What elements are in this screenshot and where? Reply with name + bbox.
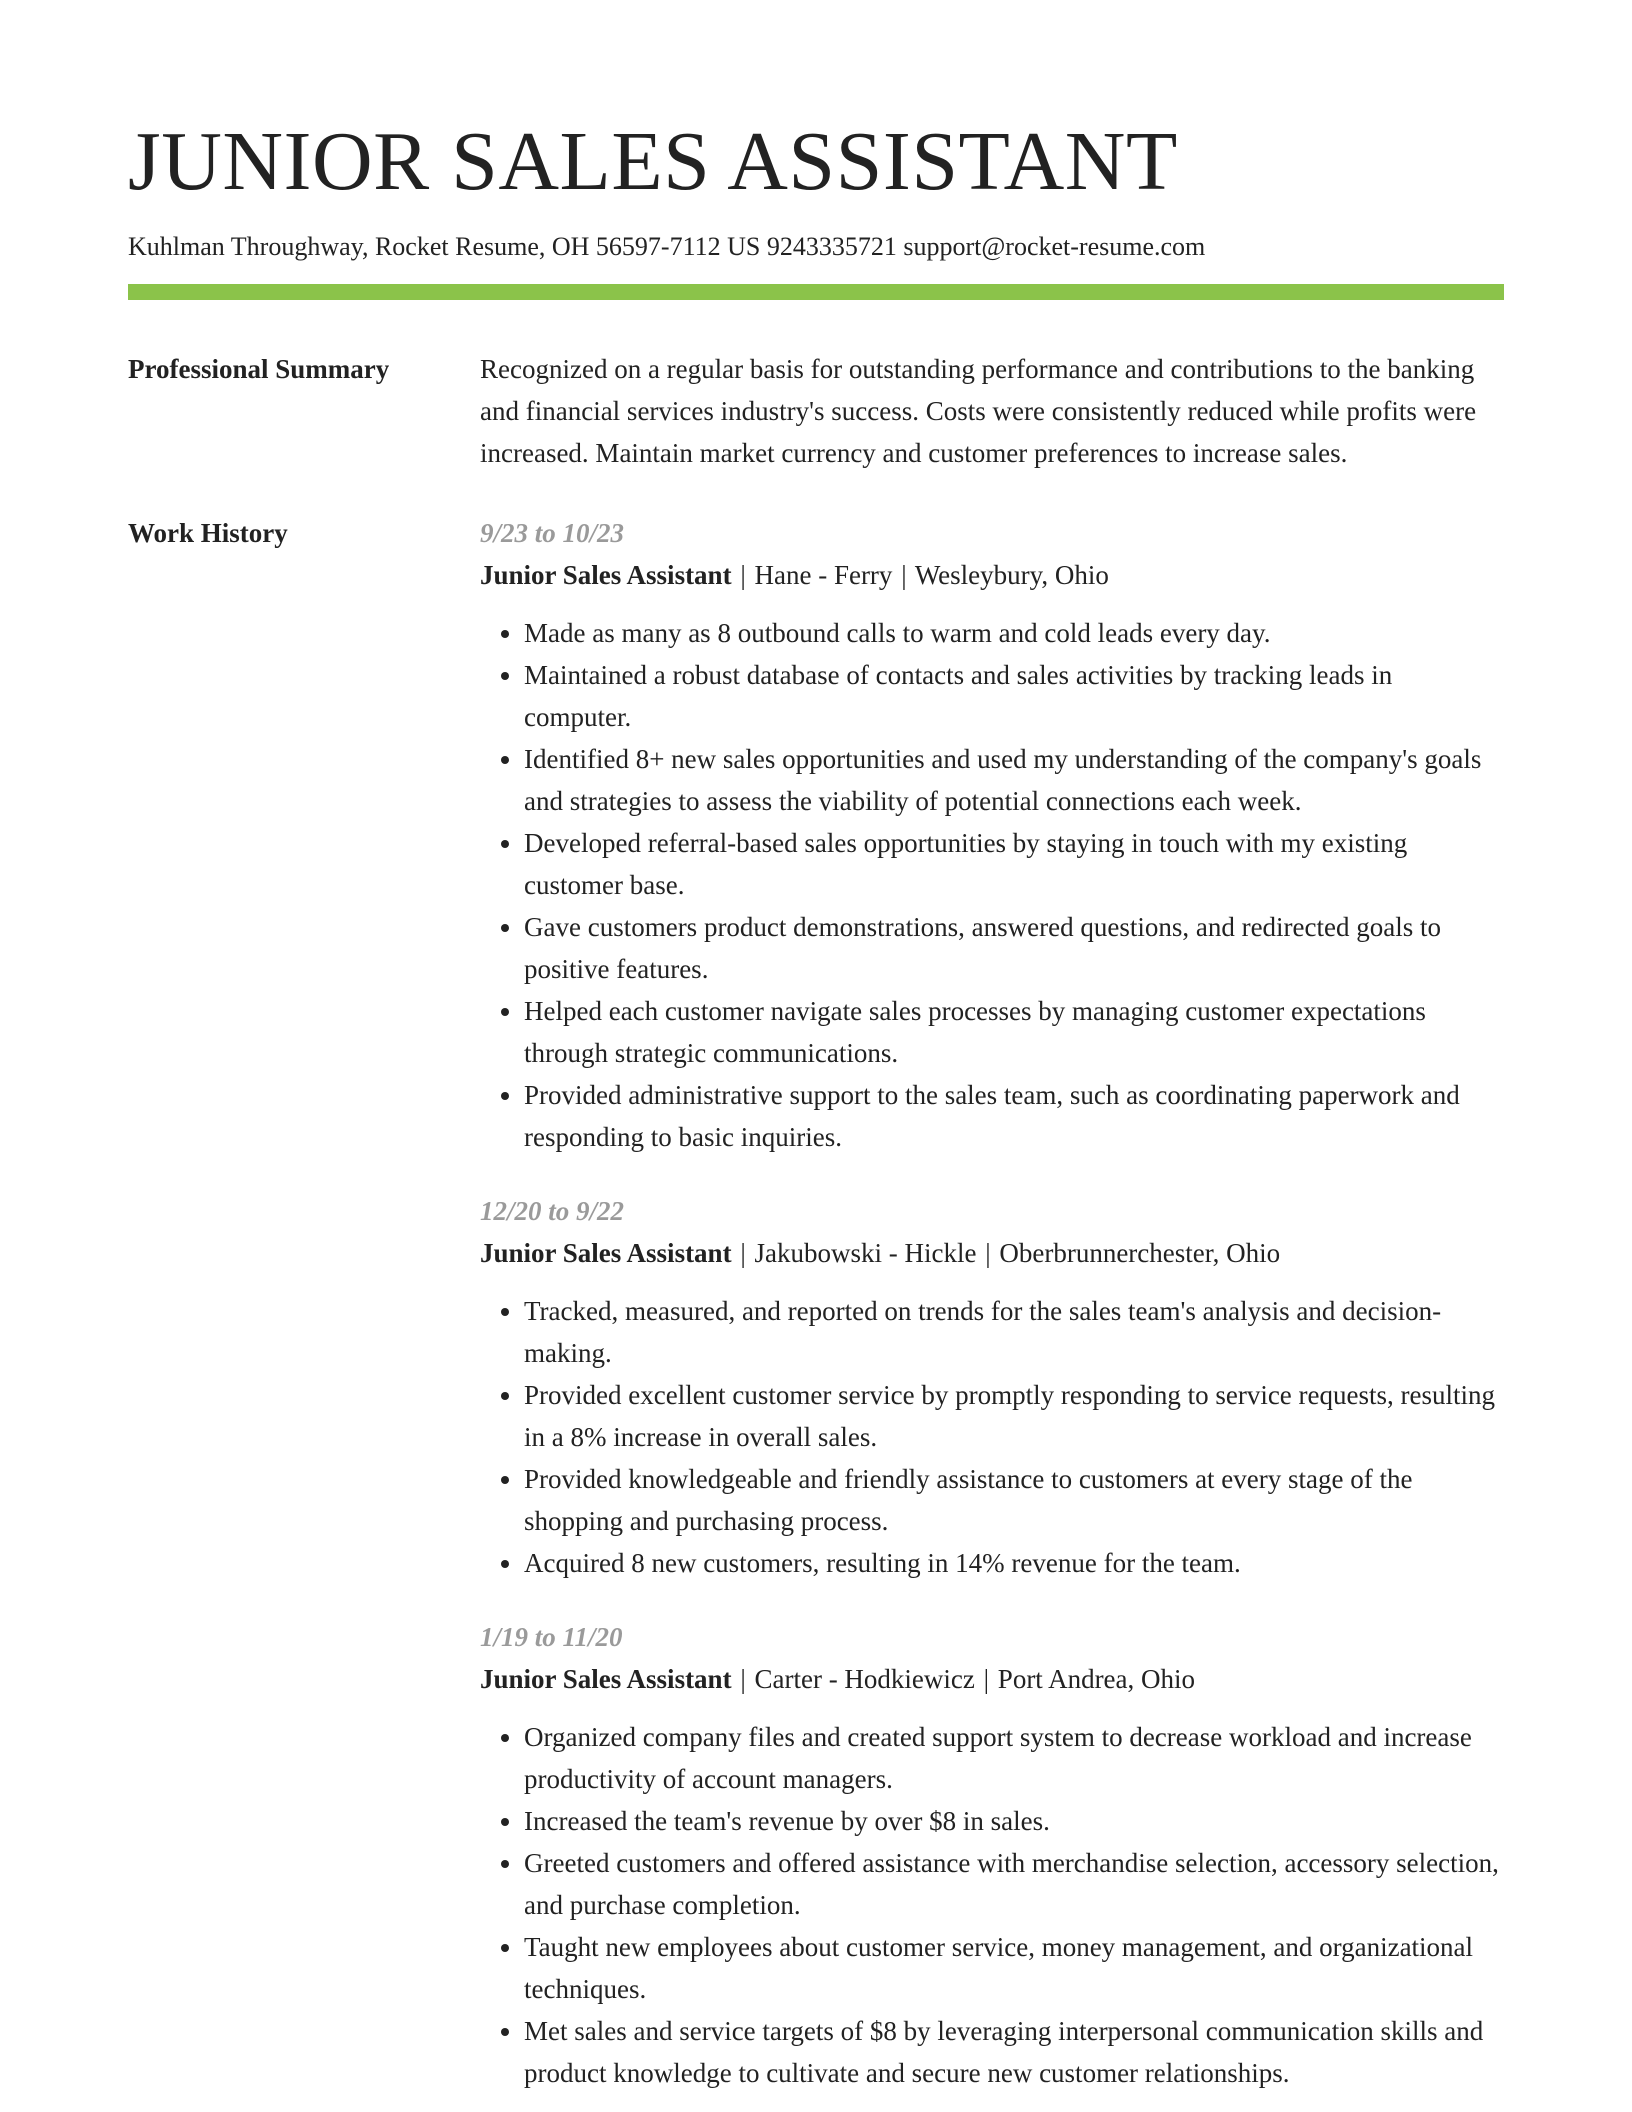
resume-title: JUNIOR SALES ASSISTANT <box>128 115 1178 208</box>
job-location: Wesleybury, Ohio <box>914 559 1109 590</box>
job-title-line <box>480 554 1504 596</box>
job-title: Junior Sales Assistant <box>480 559 732 590</box>
summary-text: Recognized on a regular basis for outstanding performance and contributions to the banking and financial services industry's success. Costs were consistently reduced while profits were increased. Maintain market currency and customer preferences to increase sales. <box>480 353 1477 468</box>
summary-section <box>128 348 1504 474</box>
job-location: Oberbrunnerchester, Ohio <box>999 1237 1281 1268</box>
job-entry <box>480 1190 1504 1584</box>
job-separator: | <box>985 1237 991 1268</box>
job-bullet-list <box>480 612 1504 1158</box>
resume-page <box>128 115 1504 2094</box>
job-bullet: • Provided excellent customer service by promptly responding to service requests, resulting in a 8% increase in overall sales. <box>524 1374 1504 1458</box>
job-bullet: • Identified 8+ new sales opportunities and used my understanding of the company's goals and strategies to assess the viability of potential connections each week. <box>524 738 1504 822</box>
job-bullet-list <box>480 1290 1504 1584</box>
job-separator: | <box>901 559 907 590</box>
job-dates: 12/20 to 9/22 <box>480 1195 625 1226</box>
job-bullet: • Taught new employees about customer service, money management, and organizational techniques. <box>524 1926 1504 2010</box>
job-bullet: • Acquired 8 new customers, resulting in 14% revenue for the team. <box>524 1542 1504 1584</box>
work-history-body <box>480 512 1504 2094</box>
job-separator: | <box>983 1663 990 1694</box>
job-bullet-list <box>480 1716 1504 2094</box>
job-title-line <box>480 1658 1504 1700</box>
job-company: Hane - Ferry <box>754 559 893 590</box>
job-bullet: • Maintained a robust database of contacts and sales activities by tracking leads in computer. <box>524 654 1504 738</box>
job-title: Junior Sales Assistant <box>480 1663 732 1694</box>
summary-body <box>480 348 1504 474</box>
job-dates: 9/23 to 10/23 <box>480 517 625 548</box>
job-company: Jakubowski - Hickle <box>754 1237 977 1268</box>
work-history-section <box>128 512 1504 2094</box>
job-entry <box>480 512 1504 1158</box>
job-bullet: • Gave customers product demonstrations, answered questions, and redirected goals to positive features. <box>524 906 1504 990</box>
accent-divider <box>128 284 1504 300</box>
job-title-line <box>480 1232 1504 1274</box>
job-title: Junior Sales Assistant <box>480 1237 732 1268</box>
job-bullet: • Helped each customer navigate sales processes by managing customer expectations through strategic communications. <box>524 990 1504 1074</box>
job-entry <box>480 1616 1504 2094</box>
job-bullet: • Made as many as 8 outbound calls to warm and cold leads every day. <box>524 612 1504 654</box>
job-separator: | <box>740 1663 746 1694</box>
job-bullet: • Increased the team's revenue by over $8 in sales. <box>524 1800 1504 1842</box>
contact-line: Kuhlman Throughway, Rocket Resume, OH 56597-7112 US 9243335721 support@rocket-resume.com <box>128 232 1206 262</box>
job-bullet: • Greeted customers and offered assistance with merchandise selection, accessory selection, and purchase completion. <box>524 1842 1504 1926</box>
job-bullet: • Tracked, measured, and reported on trends for the sales team's analysis and decision-making. <box>524 1290 1504 1374</box>
job-location: Port Andrea, Ohio <box>997 1663 1196 1694</box>
job-company: Carter - Hodkiewicz <box>754 1663 975 1694</box>
job-bullet: • Provided administrative support to the sales team, such as coordinating paperwork and responding to basic inquiries. <box>524 1074 1504 1158</box>
job-bullet: • Organized company files and created support system to decrease workload and increase productivity of account managers. <box>524 1716 1504 1800</box>
job-bullet: • Developed referral-based sales opportunities by staying in touch with my existing customer base. <box>524 822 1504 906</box>
work-history-heading: Work History <box>128 517 288 548</box>
job-bullet: • Met sales and service targets of $8 by leveraging interpersonal communication skills and product knowledge to cultivate and secure new customer relationships. <box>524 2010 1504 2094</box>
job-separator: | <box>740 1237 746 1268</box>
job-bullet: • Provided knowledgeable and friendly assistance to customers at every stage of the shopping and purchasing process. <box>524 1458 1504 1542</box>
job-separator: | <box>740 559 746 590</box>
job-dates: 1/19 to 11/20 <box>480 1621 623 1652</box>
summary-heading: Professional Summary <box>128 353 390 384</box>
